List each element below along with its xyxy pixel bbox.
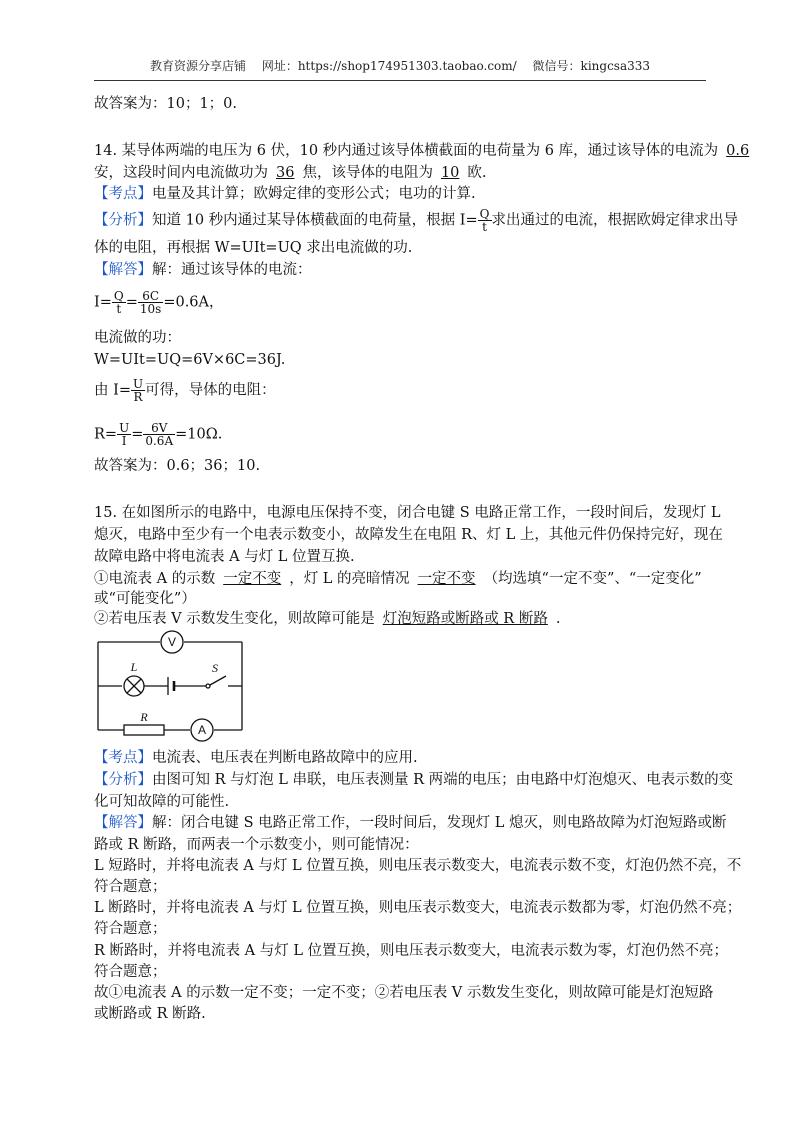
switch-label: S <box>212 661 218 675</box>
eq-text: R= <box>94 426 118 443</box>
q15-sub-2 <box>94 609 560 629</box>
q14-line-1 <box>94 141 757 161</box>
q14-kaodian <box>94 184 476 204</box>
q15-case-2a: L 断路时，并将电流表 A 与灯 L 位置互换，则电压表示数变大，电流表示数都为零，灯泡仍然不亮； <box>94 900 742 916</box>
eq-text: =0.6A， <box>163 294 224 311</box>
q15-text: ②若电压表 V 示数发生变化，则故障可能是 <box>94 611 375 627</box>
q14-eq-current <box>94 290 224 315</box>
q15-sub-1 <box>94 569 702 589</box>
q14-work-eq: W=UIt=UQ=6V×6C=36J. <box>94 352 286 368</box>
voltmeter-label: V <box>167 635 177 649</box>
frac-num: Q <box>479 207 490 221</box>
q14-work-label: 电流做的功： <box>94 330 181 346</box>
fraction <box>138 290 163 315</box>
jieda-tag: 【解答】 <box>94 815 152 831</box>
q15-text: . <box>555 611 561 627</box>
fenxi-tag: 【分析】 <box>94 212 152 229</box>
q15-case-1b: 符合题意； <box>94 879 167 895</box>
page-header <box>94 57 706 81</box>
q14-jieda <box>94 260 312 280</box>
q13-answer: 故答案为：10；1；0. <box>94 96 238 112</box>
q15-text: ①电流表 A 的示数 <box>94 571 216 587</box>
q15-blank-3: 灯泡短路或断路或 R 断路 <box>382 611 548 627</box>
q15-line-1: 15. 在如图所示的电路中，电源电压保持不变，闭合电键 S 电路正常工作，一段时间后，发现灯 L <box>94 505 721 521</box>
fraction-q-over-t <box>478 208 492 233</box>
q14-text: 14. 某导体两端的电压为 6 伏，10 秒内通过该导体横截面的电荷量为 6 库，通过该导体的电流为 <box>94 143 719 159</box>
frac-num: 6V <box>143 422 175 435</box>
eq-text: 可得，导体的电阻： <box>145 382 276 399</box>
kaodian-tag: 【考点】 <box>94 750 152 766</box>
jieda-text: 解：通过该导体的电流： <box>152 262 312 278</box>
eq-text: I= <box>94 294 112 311</box>
header-url[interactable]: 网址：https://shop174951303.taobao.com/ <box>261 59 517 73</box>
q15-case-2b: 符合题意； <box>94 921 167 937</box>
fraction <box>131 378 145 403</box>
q15-jieda-2: 路或 R 断路，而两表一个示数变小，则可能情况： <box>94 837 419 853</box>
q15-jieda-1 <box>94 813 727 833</box>
header-wechat: 微信号：kingcsa333 <box>532 59 651 73</box>
frac-num: Q <box>113 289 124 303</box>
fenxi-tag: 【分析】 <box>94 772 152 788</box>
q15-text: （均选填“一定不变”、“一定变化” <box>483 571 702 587</box>
q14-text: 欧. <box>467 165 487 181</box>
frac-den: t <box>482 220 487 234</box>
jieda-text: 解：闭合电键 S 电路正常工作，一段时间后，发现灯 L 熄灭，则电路故障为灯泡短路或断 <box>152 815 727 831</box>
q14-blank-1: 0.6 <box>726 143 750 159</box>
fenxi-text: 由图可知 R 与灯泡 L 串联，电压表测量 R 两端的电压；由电路中灯泡熄灭、电表示数的变 <box>152 772 734 788</box>
q15-case-1a: L 短路时，并将电流表 A 与灯 L 位置互换，则电压表示数变大，电流表示数不变，灯泡仍然不亮，不 <box>94 858 742 874</box>
eq-text: = <box>125 294 138 311</box>
eq-text: =10Ω. <box>175 426 223 443</box>
q15-conclusion-1: 故①电流表 A 的示数一定不变；一定不变；②若电压表 V 示数发生变化，则故障可能是灯泡短路 <box>94 985 714 1001</box>
header-shop: 教育资源分享店铺 <box>149 59 246 73</box>
q15-line-3: 故障电路中将电流表 A 与灯 L 位置互换. <box>94 549 355 565</box>
q14-text: 安，这段时间内电流做功为 <box>94 165 268 181</box>
fraction <box>143 422 175 447</box>
frac-num: 6C <box>138 290 163 303</box>
frac-den: 0.6A <box>145 434 174 448</box>
q14-fenxi-2: 体的电阻，再根据 W=UIt=UQ 求出电流做的功. <box>94 240 413 256</box>
q14-fenxi-1 <box>94 208 738 233</box>
eq-text: = <box>131 426 144 443</box>
resistor-symbol <box>124 725 164 735</box>
frac-den: t <box>116 302 122 316</box>
jieda-tag: 【解答】 <box>94 262 152 278</box>
lamp-label: L <box>130 660 138 674</box>
switch-contact <box>206 684 210 688</box>
q15-blank-1: 一定不变 <box>223 571 282 587</box>
fenxi-text: 求出通过的电流，根据欧姆定律求出导 <box>491 212 738 229</box>
q15-fenxi-2: 化可知故障的可能性. <box>94 794 230 810</box>
q15-case-3b: 符合题意； <box>94 964 167 980</box>
frac-num: U <box>119 421 130 435</box>
q14-eq-resistance <box>94 422 222 447</box>
q14-blank-3: 10 <box>440 165 460 181</box>
q15-case-3a: R 断路时，并将电流表 A 与灯 L 位置互换，则电压表示数变大，电流表示数为零，灯泡仍然不亮； <box>94 943 729 959</box>
frac-num: U <box>133 377 144 391</box>
ammeter-label: A <box>197 723 207 737</box>
fraction <box>117 422 131 447</box>
q15-line-2: 熄灭，电路中至少有一个电表示数变小，故障发生在电阻 R、灯 L 上，其他元件仍保持完好，现在 <box>94 527 723 543</box>
q14-text: 焦，该导体的电阻为 <box>302 165 433 181</box>
eq-text: 由 I= <box>94 382 131 399</box>
q15-conclusion-2: 或断路或 R 断路. <box>94 1006 206 1022</box>
fenxi-text: 知道 10 秒内通过某导体横截面的电荷量，根据 I= <box>152 212 478 229</box>
frac-den: I <box>121 434 127 448</box>
q15-blank-2: 一定不变 <box>417 571 476 587</box>
resistor-label: R <box>140 710 148 724</box>
kaodian-text: 电量及其计算；欧姆定律的变形公式；电功的计算. <box>152 186 476 202</box>
q15-fenxi-1 <box>94 770 733 790</box>
circuit-diagram <box>94 630 254 742</box>
q15-sub-1b: 或“可能变化”） <box>94 591 196 607</box>
fraction <box>112 290 126 315</box>
frac-den: R <box>133 390 143 404</box>
q14-ohm <box>94 378 276 403</box>
q15-text: ，灯 L 的亮暗情况 <box>289 571 410 587</box>
q14-answer: 故答案为：0.6；36；10. <box>94 458 261 474</box>
kaodian-tag: 【考点】 <box>94 186 152 202</box>
q14-line-2 <box>94 163 487 183</box>
frac-den: 10s <box>139 302 162 316</box>
q15-kaodian <box>94 748 418 768</box>
q14-blank-2: 36 <box>276 165 295 181</box>
kaodian-text: 电流表、电压表在判断电路故障中的应用. <box>152 750 418 766</box>
